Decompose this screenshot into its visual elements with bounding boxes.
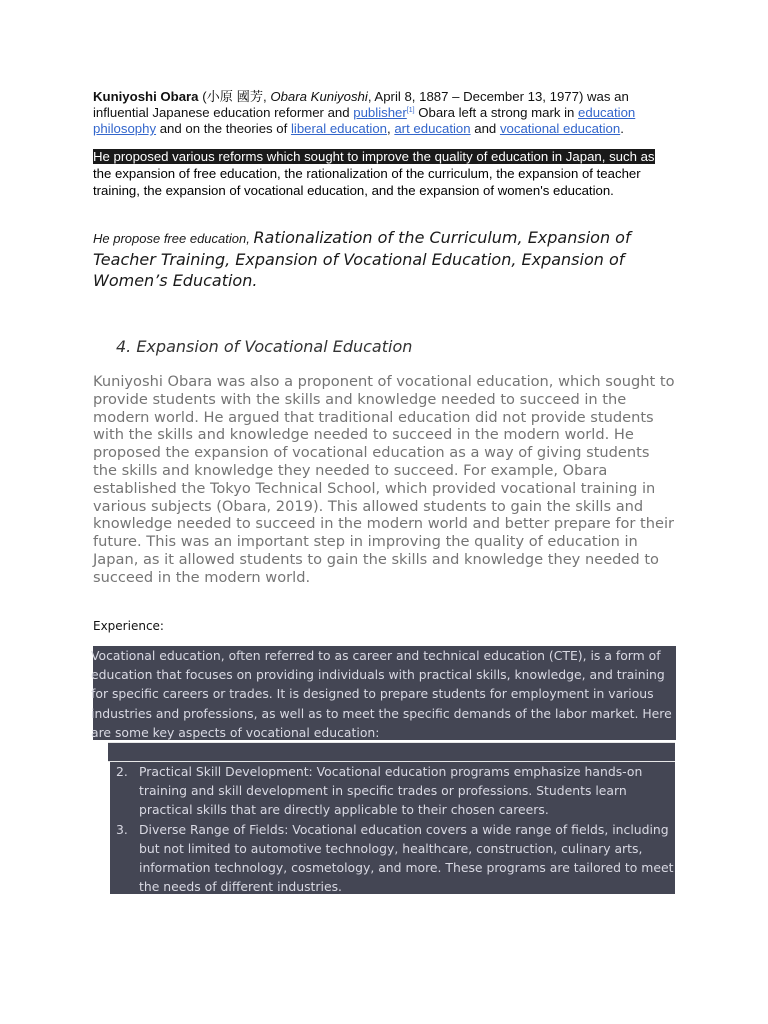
list-item-text: Diverse Range of Fields: Vocational education covers a wide range of fields, including but not limited to automotive technology, healthcare, construction, culinary arts, information technology, cosmetology, and more. These programs are tailored to meet the needs of different industries. <box>139 821 674 895</box>
art-education-link[interactable]: art education <box>394 121 471 136</box>
list-item-text: Practical Skill Development: Vocational education programs emphasize hands-on training and skill development in specific trades or professions. Students learn practical skills that are directly applicable to their chosen careers. <box>139 764 643 818</box>
list-item <box>110 820 675 897</box>
aspects-list <box>110 762 675 894</box>
section-heading: 4. Expansion of Vocational Education <box>116 337 413 356</box>
vocational-education-link[interactable]: vocational education <box>499 121 621 136</box>
intro-text: Obara left a strong mark in <box>414 105 579 120</box>
publisher-link[interactable]: publisher <box>353 105 407 120</box>
experience-intro-text: Vocational education, often referred to as career and technical education (CTE), is a form of education that focuses on providing individuals with practical skills, knowledge, and training for specific careers or trades. It is designed to prepare students for employment in various industries and professions, as well as to meet the specific demands of the labor market. Here are some key aspects of vocational education: <box>91 648 672 740</box>
experience-label: Experience: <box>93 619 164 633</box>
list-number: 2. <box>116 764 128 779</box>
intro-paragraph <box>93 89 673 137</box>
intro-text: and on the theories of <box>156 121 291 136</box>
propose-list: Rationalization of the Curriculum, Expansion of Teacher Training, Expansion of Vocational Education, Expansion of Women’s Education. <box>93 228 631 290</box>
intro-text: , April 8, 1887 – December 13, 1977) was an influential Japanese education reformer and <box>93 89 629 120</box>
intro-text: and <box>470 121 500 136</box>
list-item <box>110 762 675 820</box>
intro-text: , <box>387 121 395 136</box>
highlighted-text[interactable]: He proposed various reforms which sought to improve the quality of education in Japan, such as <box>93 149 655 164</box>
reforms-text: the expansion of free education, the rationalization of the curriculum, the expansion of teacher training, the expansion of vocational education, and the expansion of women's education. <box>93 166 641 198</box>
liberal-education-link[interactable]: liberal education <box>290 121 388 136</box>
empty-list-item-bar <box>108 742 675 762</box>
education-philosophy-link[interactable]: education philosophy <box>93 105 636 136</box>
propose-lead: He propose free education, <box>93 231 254 246</box>
subject-name: Kuniyoshi Obara <box>93 89 199 104</box>
subject-romanized-name: Obara Kuniyoshi <box>270 89 368 104</box>
vocational-paragraph: Kuniyoshi Obara was also a proponent of vocational education, which sought to provide students with the skills and knowledge needed to succeed in the modern world. He argued that traditional education did not provide students with the skills and knowledge needed to succeed in the modern world. He proposed the expansion of vocational education as a way of giving students the skills and knowledge they needed to succeed. For example, Obara established the Tokyo Technical School, which provided vocational training in various subjects (Obara, 2019). This allowed students to gain the skills and knowledge needed to succeed in the modern world and better prepare for their future. This was an important step in improving the quality of education in Japan, as it allowed students to gain the skills and knowledge they needed to succeed in the modern world. <box>93 373 675 586</box>
experience-intro-block <box>93 646 676 740</box>
propose-summary <box>93 227 673 292</box>
reforms-paragraph <box>93 148 673 199</box>
intro-text: (小原 國芳, <box>198 89 271 104</box>
footnote-link[interactable]: [1] <box>406 107 415 114</box>
intro-text: . <box>620 121 624 136</box>
list-number: 3. <box>116 821 128 837</box>
